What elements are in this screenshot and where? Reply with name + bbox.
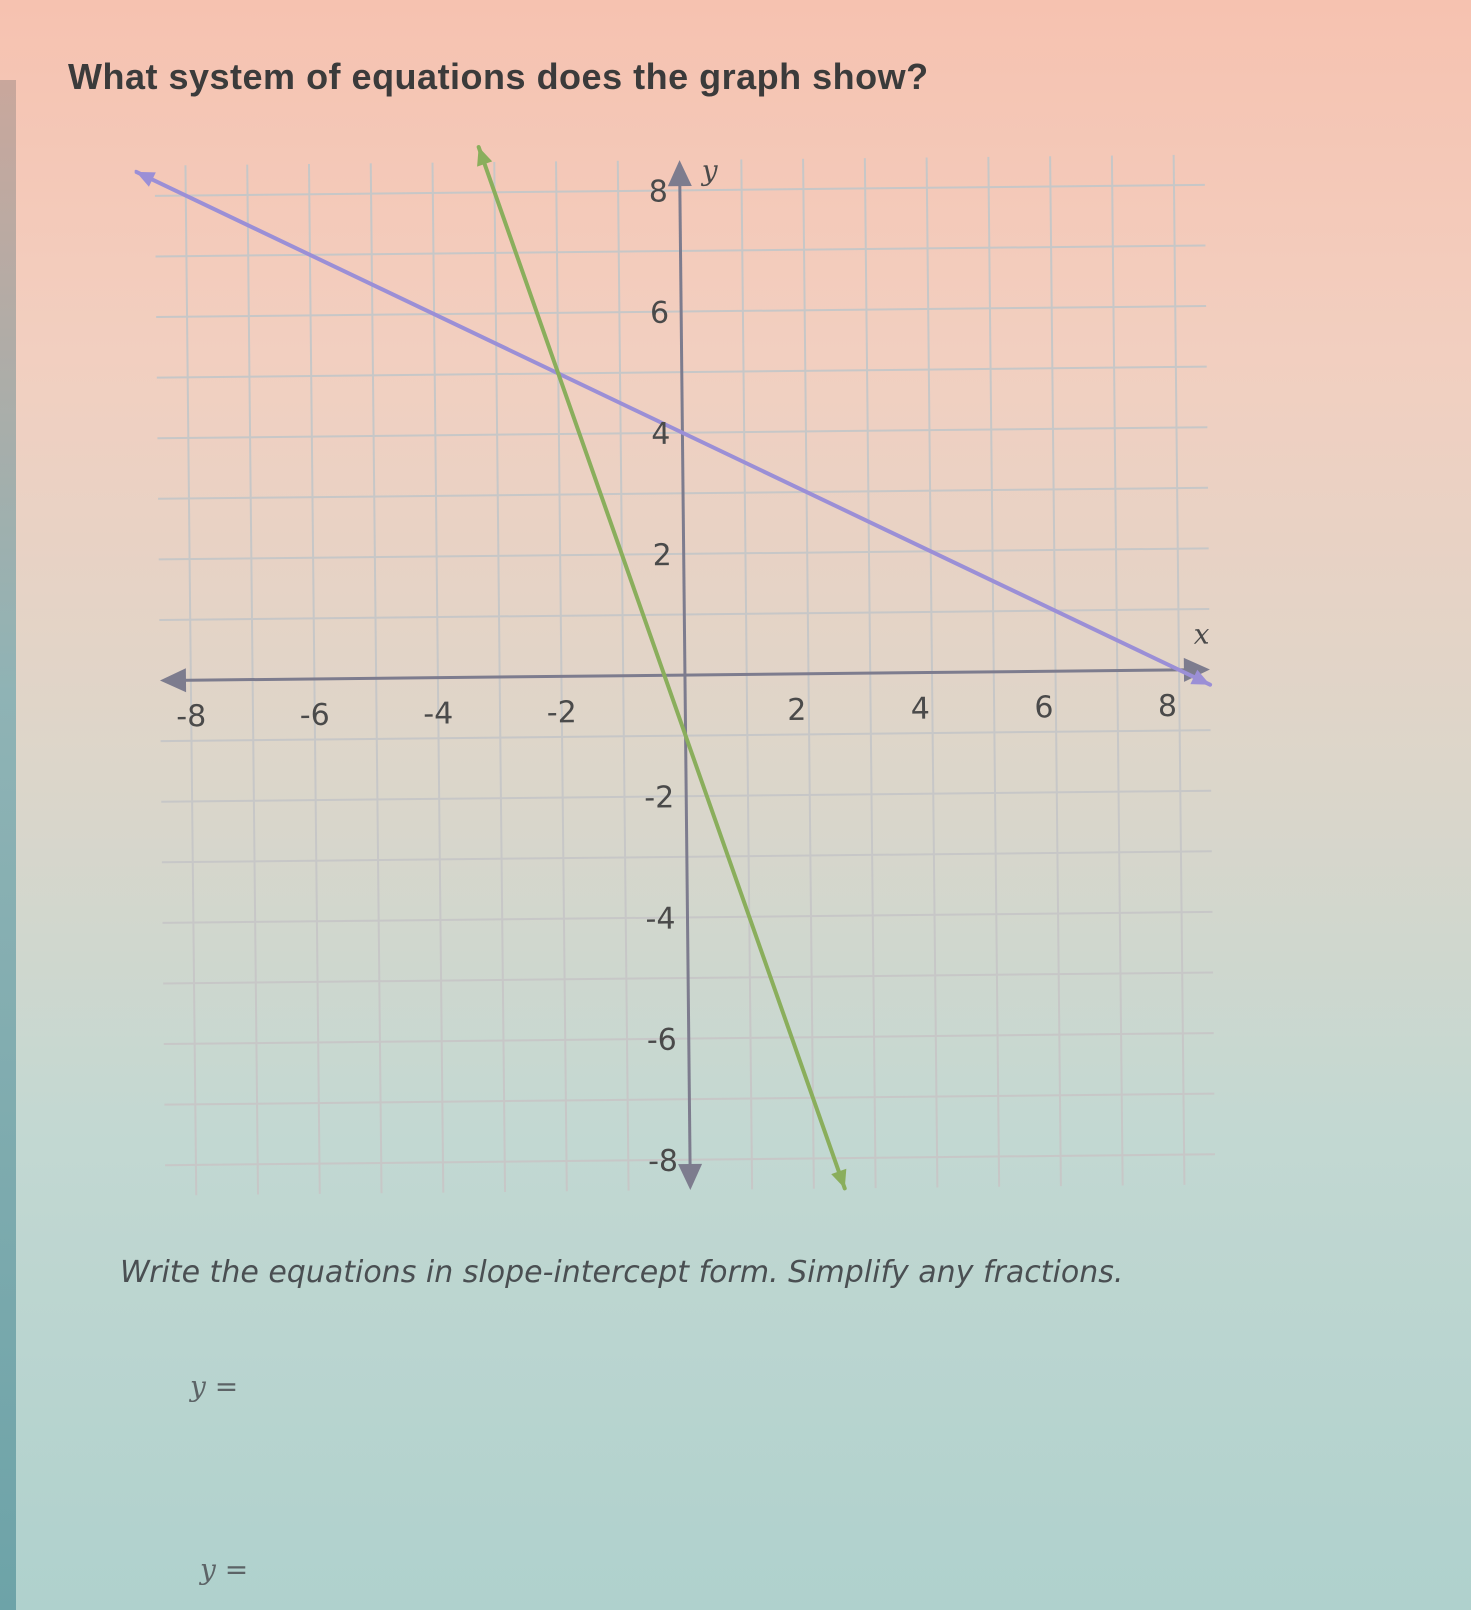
y-tick-label: 8: [648, 174, 669, 210]
x-tick-label: -6: [299, 697, 330, 734]
x-axis-arrow-left: [160, 668, 186, 692]
y-tick-label: -8: [647, 1143, 679, 1180]
screen-left-edge: [0, 80, 16, 1610]
answer-row-1: [190, 1365, 556, 1407]
answer-label-1: y =: [190, 1369, 239, 1403]
equation-input-1[interactable]: [252, 1365, 556, 1407]
x-tick-label: 6: [1034, 690, 1054, 726]
x-tick-label: 8: [1157, 688, 1178, 725]
y-tick-label: -6: [646, 1022, 677, 1059]
x-tick-label: -4: [423, 696, 454, 732]
question-title: What system of equations does the graph show?: [68, 56, 929, 97]
y-axis-label: y: [701, 153, 718, 187]
y-tick-label: 2: [652, 538, 672, 574]
y-axis-arrow-bottom: [678, 1164, 702, 1190]
x-axis-label: x: [1193, 617, 1210, 651]
equation-input-2[interactable]: [262, 1548, 566, 1590]
x-tick-label: 2: [787, 692, 807, 728]
graph-container: [134, 134, 1245, 1225]
y-tick-label: -2: [644, 780, 675, 816]
instructions-text: Write the equations in slope-intercept form. Simplify any fractions.: [120, 1255, 1124, 1290]
series-line-2-arrow-start: [477, 147, 492, 167]
coordinate-graph: [134, 134, 1245, 1225]
series-line-2-arrow-end: [831, 1169, 846, 1189]
x-tick-label: 4: [910, 691, 931, 727]
y-axis-arrow-top: [668, 160, 692, 186]
x-tick-label: -2: [546, 695, 577, 731]
answer-label-2: y =: [200, 1552, 249, 1586]
y-tick-label: 4: [651, 416, 671, 453]
answer-row-2: [200, 1548, 566, 1590]
x-tick-label: -8: [176, 699, 207, 735]
y-tick-label: -4: [645, 901, 676, 937]
y-tick-label: 6: [649, 295, 670, 331]
